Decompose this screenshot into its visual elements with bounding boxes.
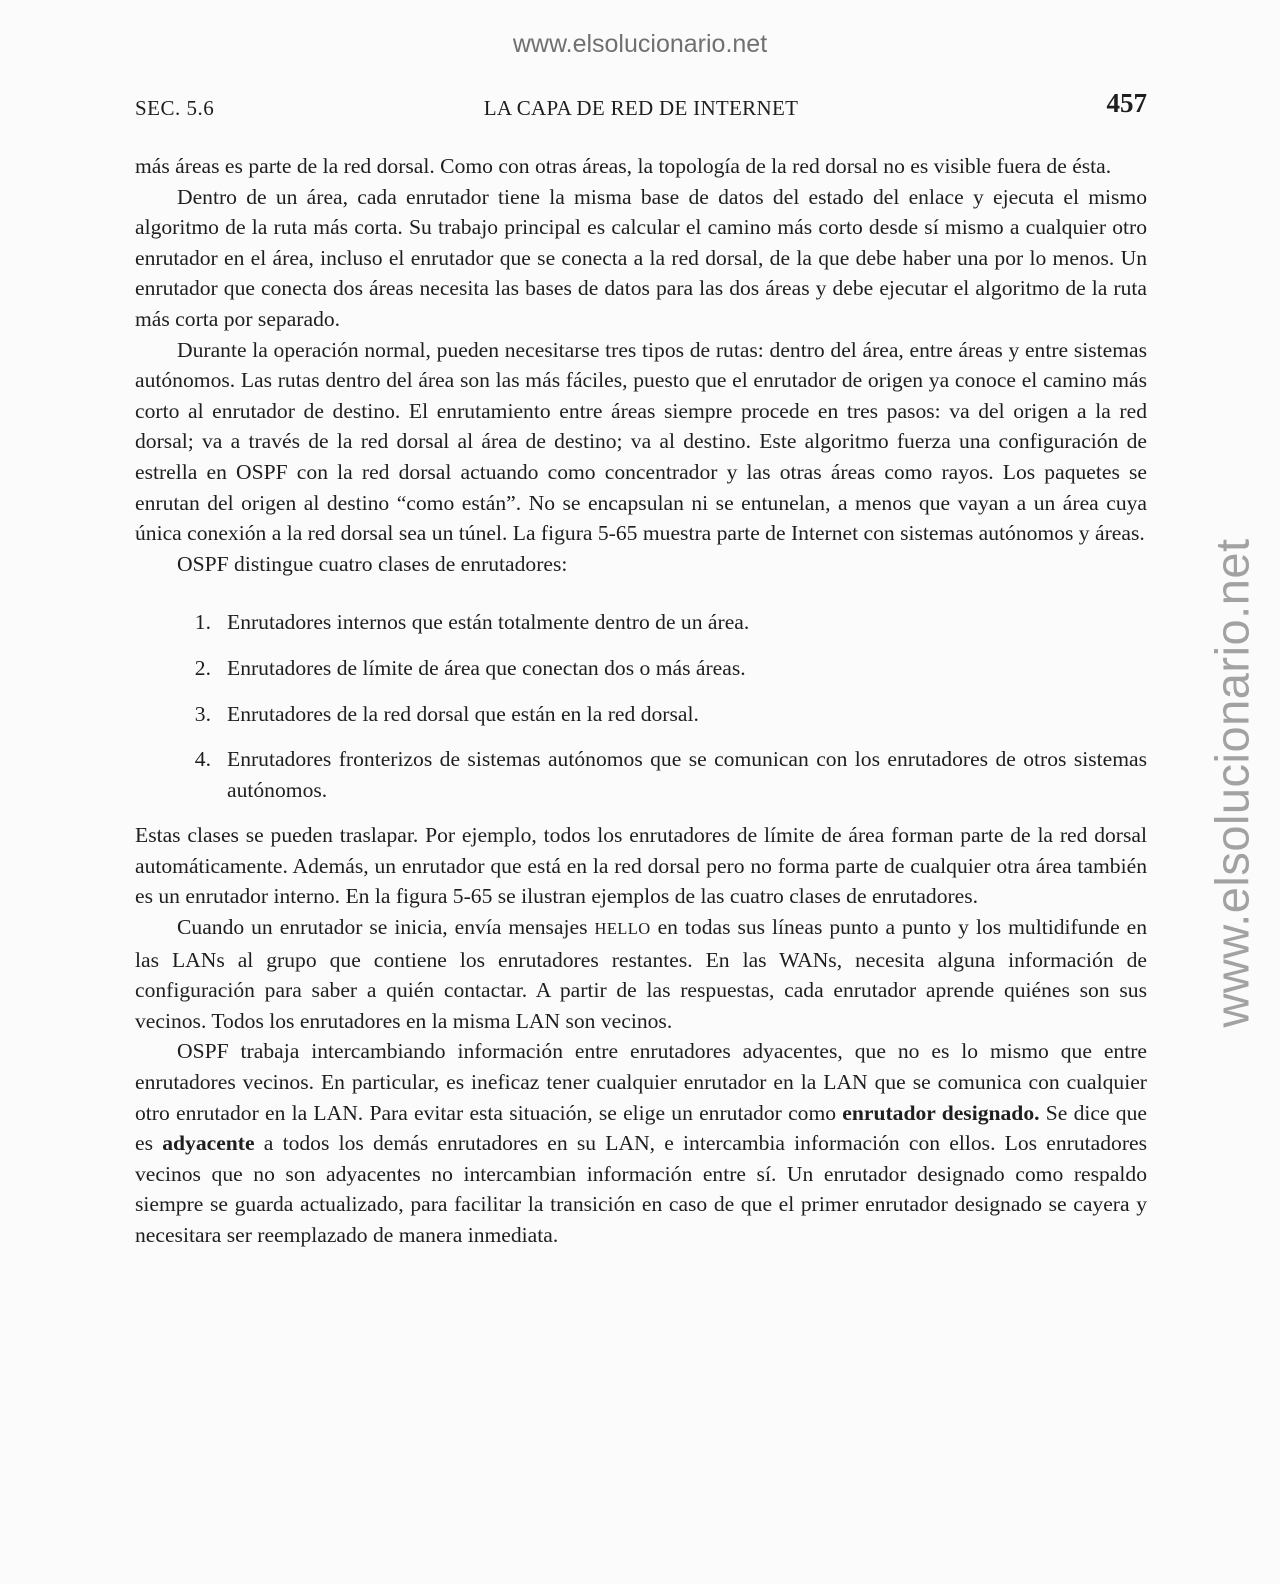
list-item [135, 744, 1147, 805]
paragraph-7 [135, 1036, 1147, 1250]
designated-router-term: enrutador designado. [842, 1100, 1040, 1125]
page-number: 457 [1106, 88, 1147, 118]
paragraph-2: Dentro de un área, cada enrutador tiene la misma base de datos del estado del enlace y ejecuta el mismo algoritmo de la ruta más corta. Su trabajo principal es calcular el camino más corto desde sí mismo a cualquier otro enrutador en el área, incluso el enrutador que se conecta a la red dorsal, de la que debe haber una por lo menos. Un enrutador que conecta dos áreas necesita las bases de datos para las dos áreas y debe ejecutar el algoritmo de la ruta más corta por separado. [135, 184, 1147, 331]
p6-before: Cuando un enrutador se inicia, envía mensajes [177, 915, 588, 940]
p7-part1: OSPF trabaja intercambiando información entre enrutadores adyacentes, que no es lo mismo que entre enrutadores vecinos. En particular, es ineficaz tener cualquier enrutador en la LAN que se comunica con cualquier otro enrutador en la LAN. Para evitar esta situación, se elige un enrutador como [135, 1039, 1147, 1125]
watermark-top: www.elsolucionario.net [512, 30, 768, 58]
section-label: SEC. 5.6 [135, 96, 215, 120]
router-classes-list [135, 607, 1147, 805]
list-number: 3. [194, 701, 211, 726]
list-text: Enrutadores de límite de área que conectan dos o más áreas. [227, 655, 746, 680]
paragraph-4: OSPF distingue cuatro clases de enrutadores: [177, 551, 568, 576]
watermark-side: www.elsolucionario.net [1205, 538, 1259, 1028]
list-item [135, 607, 1147, 638]
p7-part3: a todos los demás enrutadores en su LAN, e intercambia información con ellos. Los enrutadores vecinos que no son adyacentes no intercambian información entre sí. Un enrutador designado como respaldo siempre se guarda actualizado, para facilitar la transición en caso de que el primer enrutador designado se cayera y necesitara ser reemplazado de manera inmediata. [135, 1131, 1148, 1247]
list-text: Enrutadores fronterizos de sistemas autónomos que se comunican con los enrutadores de otros sistemas autónomos. [227, 747, 1147, 802]
list-text: Enrutadores de la red dorsal que están en la red dorsal. [227, 701, 699, 726]
paragraph-6 [135, 912, 1147, 1036]
paragraph-5: Estas clases se pueden traslapar. Por ejemplo, todos los enrutadores de límite de área forman parte de la red dorsal automáticamente. Además, un enrutador que está en la red dorsal pero no forma parte de cualquier otra área también es un enrutador interno. En la figura 5-65 se ilustran ejemplos de las cuatro clases de enrutadores. [135, 823, 1147, 909]
adjacent-term: adyacente [162, 1131, 255, 1156]
list-number: 1. [194, 610, 211, 635]
chapter-title: LA CAPA DE RED DE INTERNET [483, 96, 799, 120]
body-text [135, 151, 1147, 1251]
list-number: 4. [194, 747, 211, 772]
paragraph-3: Durante la operación normal, pueden necesitarse tres tipos de rutas: dentro del área, entre áreas y entre sistemas autónomos. Las rutas dentro del área son las más fáciles, puesto que el enrutador de origen ya conoce el camino más corto al enrutador de destino. El enrutamiento entre áreas siempre procede en tres pasos: va del origen a la red dorsal; va a través de la red dorsal al área de destino; va al destino. Este algoritmo fuerza una configuración de estrella en OSPF con la red dorsal actuando como concentrador y las otras áreas como rayos. Los paquetes se enrutan del origen al destino “como están”. No se encapsulan ni se entunelan, a menos que vayan a un área cuya única conexión a la red dorsal sea un túnel. La figura 5-65 muestra parte de Internet con sistemas autónomos y áreas. [135, 337, 1147, 546]
list-number: 2. [194, 655, 211, 680]
hello-term: HELLO [594, 919, 651, 939]
p7-part2: Se dice que es [135, 1100, 1147, 1156]
p6-after: en todas sus líneas punto a punto y los multidifunde en las LANs al grupo que contiene los enrutadores restantes. En las WANs, necesita alguna información de configuración para saber a quién contactar. A partir de las respuestas, cada enrutador aprende quiénes son sus vecinos. Todos los enrutadores en la misma LAN son vecinos. [135, 915, 1147, 1033]
list-item [135, 699, 1147, 730]
running-head [135, 88, 1147, 128]
paragraph-1: más áreas es parte de la red dorsal. Como con otras áreas, la topología de la red dorsal no es visible fuera de ésta. [135, 154, 1112, 178]
list-item [135, 653, 1147, 684]
list-text: Enrutadores internos que están totalmente dentro de un área. [227, 610, 750, 635]
